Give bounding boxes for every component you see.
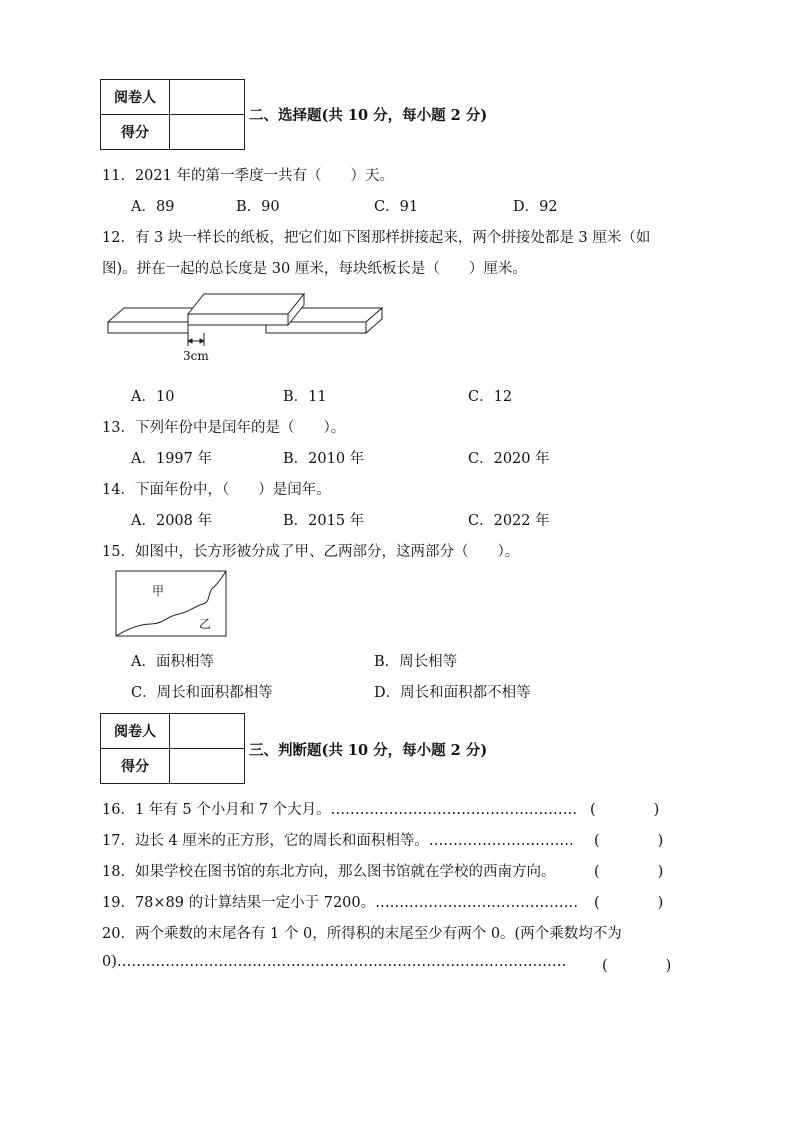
question-20-line1: 20．两个乘数的末尾各有 1 个 0，所得积的末尾至少有两个 0。(两个乘数均不为 (102, 926, 622, 942)
gap-label: 3cm (183, 349, 209, 363)
rectangle-figure (115, 570, 229, 638)
q15-option-b[interactable]: B．周长相等 (374, 654, 458, 670)
question-17-dots: ………………………… (428, 833, 574, 849)
grader-cell[interactable] (170, 714, 245, 749)
q13-option-b[interactable]: B．2010 年 (283, 451, 365, 467)
score-cell[interactable] (170, 749, 245, 784)
region-jia-label: 甲 (152, 584, 165, 598)
question-12-line2: 图)。拼在一起的总长度是 30 厘米，每块纸板长是（ ）厘米。 (102, 261, 527, 277)
score-label: 得分 (101, 749, 170, 784)
question-18 (102, 860, 555, 881)
grader-label: 阅卷人 (101, 80, 170, 115)
score-label: 得分 (101, 115, 170, 150)
question-17 (102, 829, 574, 850)
question-20-line2 (102, 954, 566, 970)
question-19-text: 19．78×89 的计算结果一定小于 7200。 (102, 895, 376, 911)
question-13: 13．下列年份中是闰年的是（ ）。 (102, 420, 346, 436)
question-17-answer[interactable]: ( ) (594, 833, 664, 849)
question-18-answer[interactable]: ( ) (594, 864, 664, 880)
region-yi-label: 乙 (199, 617, 212, 631)
grader-cell[interactable] (170, 80, 245, 115)
q12-option-b[interactable]: B．11 (283, 389, 327, 405)
question-16-answer[interactable]: ( ) (590, 802, 660, 818)
section2-score-table (100, 79, 245, 150)
left-board-front (108, 322, 188, 333)
q12-option-a[interactable]: A．10 (131, 389, 175, 405)
question-20-text: 0) (102, 954, 117, 970)
question-14: 14．下面年份中，（ ）是闰年。 (102, 482, 331, 498)
question-11: 11．2021 年的第一季度一共有（ ）天。 (102, 168, 394, 184)
section2-title: 二、选择题(共 10 分，每小题 2 分) (249, 107, 488, 124)
middle-board-top (188, 294, 304, 314)
question-18-text: 18．如果学校在图书馆的东北方向，那么图书馆就在学校的西南方向。 (102, 864, 556, 880)
q15-option-d[interactable]: D．周长和面积都不相等 (374, 685, 531, 701)
q12-option-c[interactable]: C．12 (468, 389, 513, 405)
question-17-text: 17．边长 4 厘米的正方形，它的周长和面积相等。 (102, 833, 429, 849)
q14-option-a[interactable]: A．2008 年 (131, 513, 212, 529)
question-16-dots: …………………………………………… (330, 802, 578, 818)
question-19 (102, 891, 578, 912)
q11-option-b[interactable]: B．90 (236, 199, 280, 215)
score-cell[interactable] (170, 115, 245, 150)
question-16-text: 16．1 年有 5 个小月和 7 个大月。 (102, 802, 331, 818)
question-16 (102, 798, 577, 819)
q11-option-a[interactable]: A．89 (131, 199, 175, 215)
middle-board-front (188, 314, 288, 325)
question-15: 15．如图中，长方形被分成了甲、乙两部分，这两部分（ ）。 (102, 544, 520, 560)
grader-label: 阅卷人 (101, 714, 170, 749)
q11-option-d[interactable]: D．92 (513, 199, 558, 215)
q13-option-c[interactable]: C．2020 年 (468, 451, 550, 467)
q14-option-c[interactable]: C．2022 年 (468, 513, 550, 529)
q14-option-b[interactable]: B．2015 年 (283, 513, 365, 529)
q11-option-c[interactable]: C．91 (374, 199, 419, 215)
question-12-line1: 12．有 3 块一样长的纸板，把它们如下图那样拼接起来，两个拼接处都是 3 厘米（如 (102, 230, 651, 246)
question-20-answer[interactable]: ( ) (602, 958, 672, 974)
question-19-answer[interactable]: ( ) (594, 895, 664, 911)
q15-option-a[interactable]: A．面积相等 (131, 654, 214, 670)
cardboard-figure (104, 290, 394, 370)
question-19-dots: …………………………………… (375, 895, 579, 911)
question-20-dots: ………………………………………………………………………………… (116, 954, 567, 970)
q13-option-a[interactable]: A．1997 年 (131, 451, 212, 467)
q15-option-c[interactable]: C．周长和面积都相等 (131, 685, 273, 701)
section3-score-table (100, 713, 245, 784)
section3-title: 三、判断题(共 10 分，每小题 2 分) (249, 742, 488, 759)
